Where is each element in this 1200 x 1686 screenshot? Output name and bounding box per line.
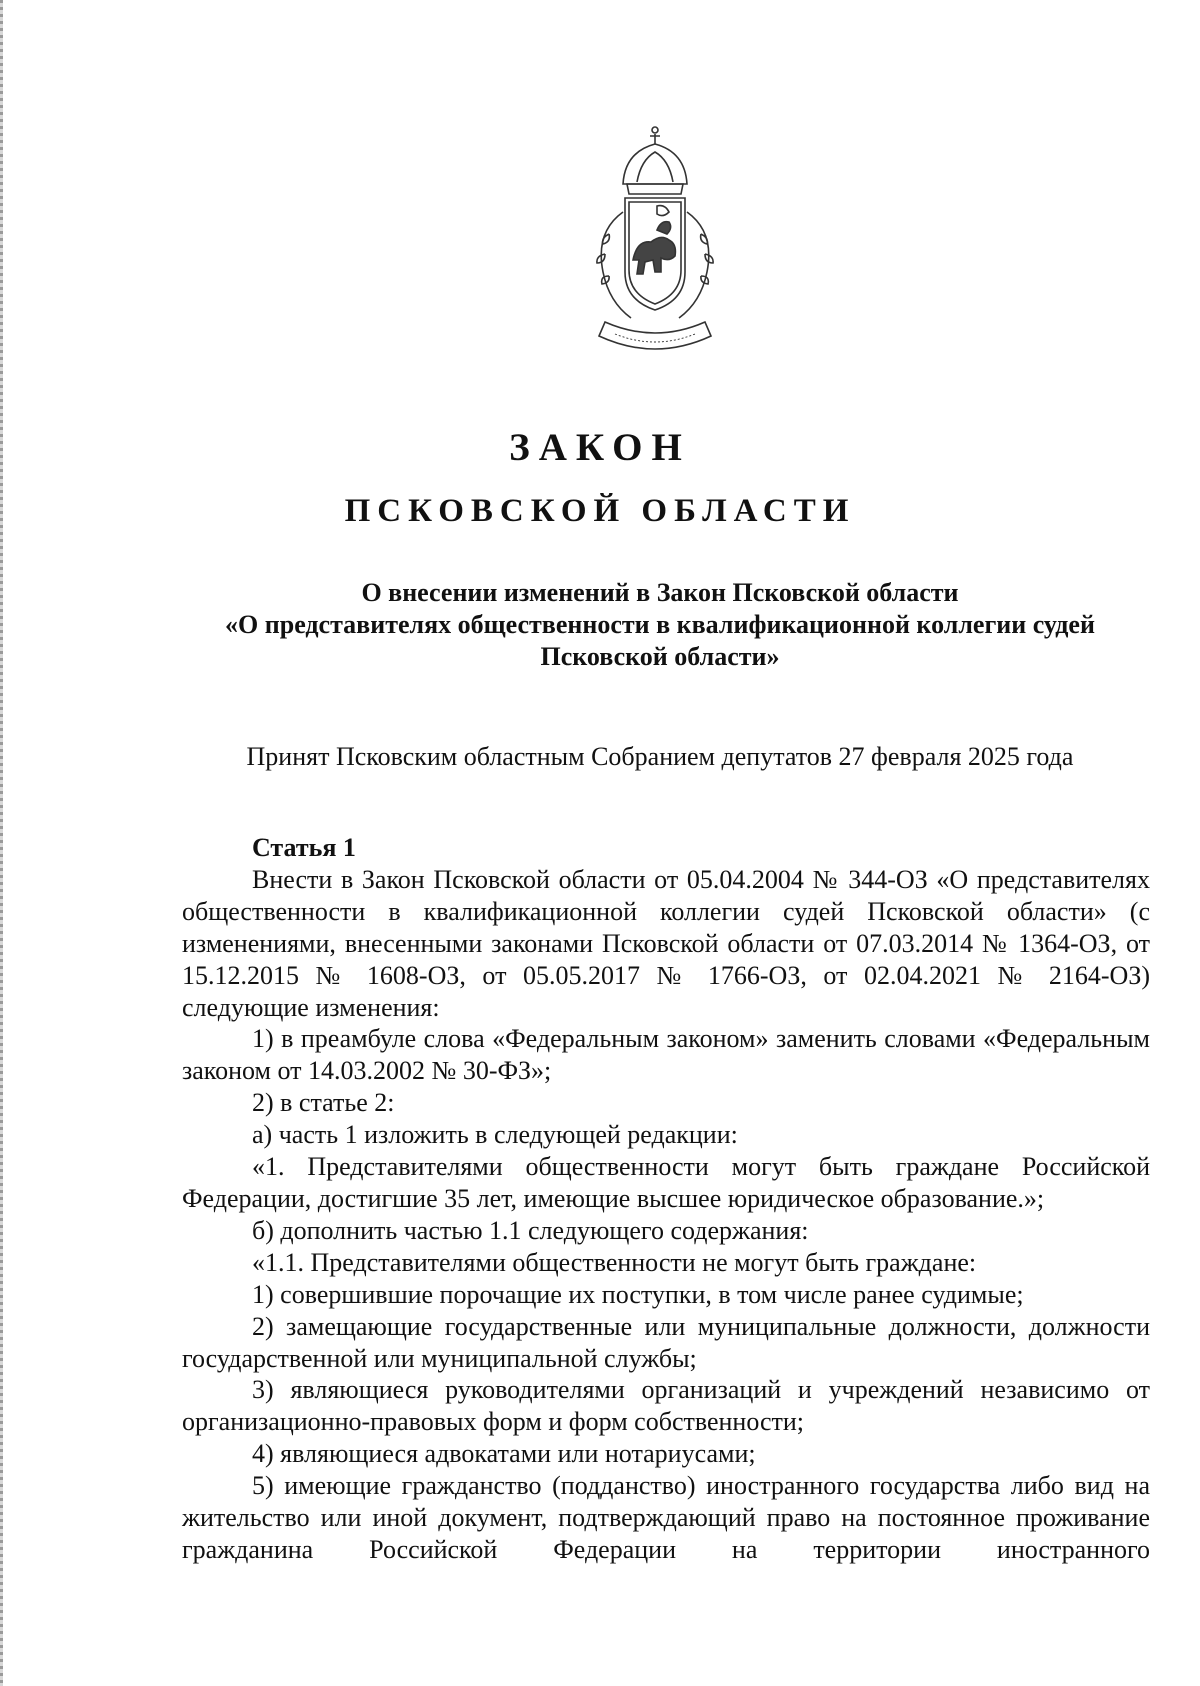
document-subtitle: ПСКОВСКОЙ ОБЛАСТИ [344,493,856,529]
scan-edge [0,0,3,1686]
law-heading [160,577,1160,673]
paragraph: 1) в преамбуле слова «Федеральным законом» заменить словами «Федеральным законом от 14.03.2002 № 30-ФЗ»; [182,1024,1150,1086]
coat-of-arms [565,122,745,372]
paragraph: Внести в Закон Псковской области от 05.04.2004 № 344-ОЗ «О представителях общественности в квалификационной коллегии судей Псковской области» (с изменениями, внесенными законами Псковской области от 07.03.2014 № 1364-ОЗ, от 15.12.2015 № 1608-ОЗ, от 05.05.2017 № 1766-ОЗ, от 02.04.2021 № 2164-ОЗ) следующие изменения: [182,864,1150,1022]
law-body [182,832,1150,1566]
adoption-statement: Принят Псковским областным Собранием депутатов 27 февраля 2025 года [246,742,1074,771]
paragraph: 3) являющиеся руководителями организаций и учреждений независимо от организационно-правовых форм и форм собственности; [182,1375,1150,1437]
paragraph: а) часть 1 изложить в следующей редакции: [252,1120,738,1150]
paragraph: 1) совершившие порочащие их поступки, в том числе ранее судимые; [252,1279,1024,1309]
paragraph: 5) имеющие гражданство (подданство) иностранного государства либо вид на жительство или иной документ, подтверждающий право на постоянное проживание гражданина Российской Федерации на территории иностранного [182,1471,1150,1564]
document-title: ЗАКОН [509,426,691,469]
paragraph: 2) в статье 2: [252,1088,395,1118]
paragraph: «1. Представителями общественности могут быть граждане Российской Федерации, достигшие 35 лет, имеющие высшее юридическое образование.»; [182,1152,1150,1213]
paragraph: 4) являющиеся адвокатами или нотариусами; [252,1439,756,1469]
paragraph: б) дополнить частью 1.1 следующего содержания: [252,1215,809,1245]
paragraph: «1.1. Представителями общественности не могут быть граждане: [252,1247,977,1277]
paragraph: 2) замещающие государственные или муниципальные должности, должности государственной или муниципальной службы; [182,1311,1150,1373]
heading-line-2: «О представителях общественности в квалификационной коллегии судей [225,610,1095,639]
coat-of-arms-icon [565,122,745,372]
article-title: Статья 1 [252,833,356,862]
heading-line-3: Псковской области» [540,642,780,671]
heading-line-1: О внесении изменений в Закон Псковской области [361,578,959,607]
